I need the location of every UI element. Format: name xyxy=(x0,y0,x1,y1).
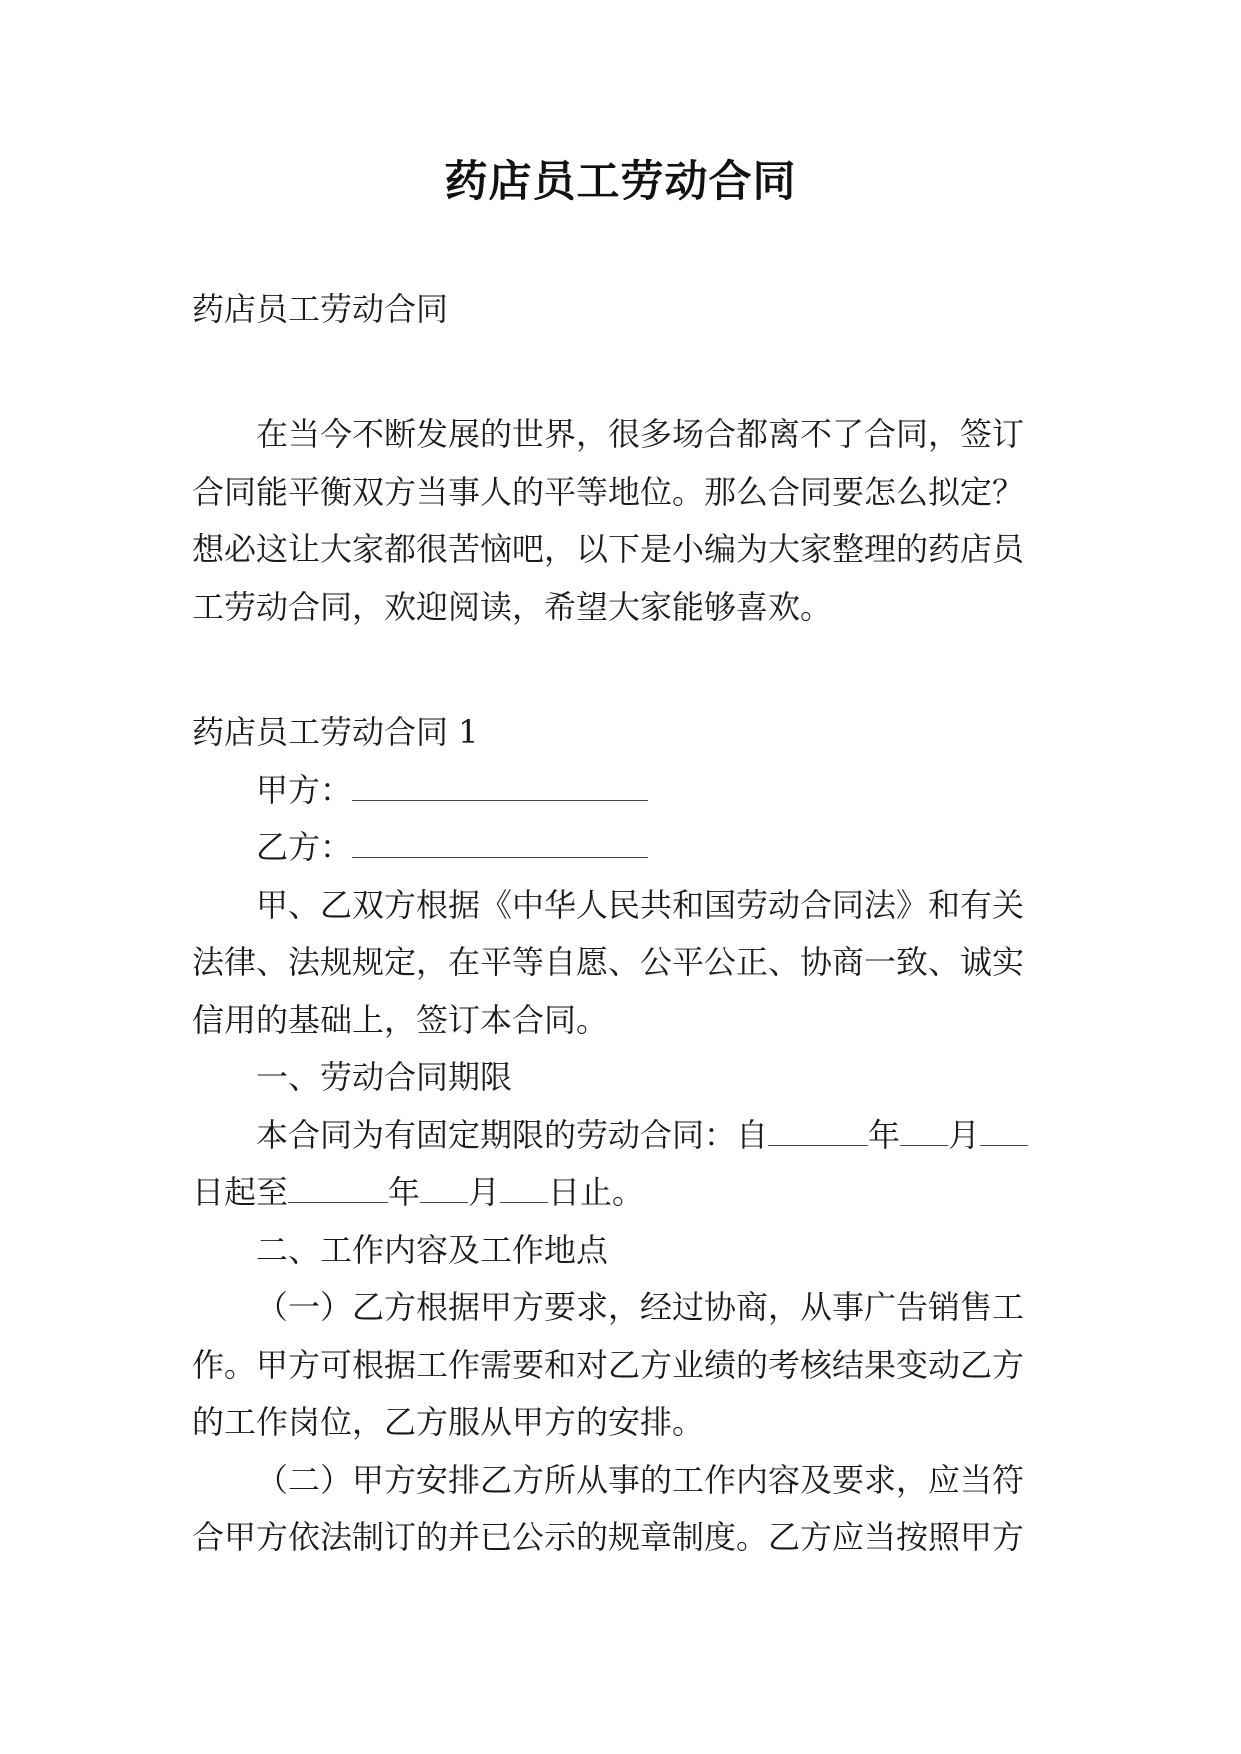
month-blank-1 xyxy=(900,1115,948,1146)
intro-line-1: 在当今不断发展的世界，很多场合都离不了合同，签订 xyxy=(256,415,1025,453)
clause1-heading: 一、劳动合同期限 xyxy=(256,1058,513,1096)
month-blank-2 xyxy=(420,1172,468,1203)
clause1-line-1 xyxy=(256,1113,1028,1157)
clause1-line2-text-d: 日止。 xyxy=(548,1173,645,1211)
clause1-line2-text-c: 月 xyxy=(468,1173,501,1211)
section-title: 药店员工劳动合同 1 xyxy=(192,713,479,751)
clause1-line2-text-a: 日起至 xyxy=(192,1173,289,1211)
clause1-line1-text-c: 月 xyxy=(948,1116,981,1154)
intro-line-4: 工劳动合同，欢迎阅读，希望大家能够喜欢。 xyxy=(192,588,833,626)
clause2-item1-line-1: （一）乙方根据甲方要求，经过协商，从事广告销售工 xyxy=(256,1288,1025,1326)
preamble-line-2: 法律、法规规定，在平等自愿、公平公正、协商一致、诚实 xyxy=(192,943,1025,981)
clause1-line2-text-b: 年 xyxy=(388,1173,421,1211)
party-a-label: 甲方： xyxy=(256,771,353,809)
year-blank-1 xyxy=(768,1115,868,1146)
intro-line-3: 想必这让大家都很苦恼吧，以下是小编为大家整理的药店员 xyxy=(192,530,1025,568)
party-b-blank xyxy=(352,827,648,858)
preamble-line-3: 信用的基础上，签订本合同。 xyxy=(192,1001,609,1039)
document-title: 药店员工劳动合同 xyxy=(444,157,797,207)
document-subtitle: 药店员工劳动合同 xyxy=(192,290,449,328)
clause2-item2-line-1: （二）甲方安排乙方所从事的工作内容及要求，应当符 xyxy=(256,1461,1025,1499)
day-blank-1 xyxy=(980,1115,1028,1146)
day-blank-2 xyxy=(500,1172,548,1203)
party-b-row xyxy=(256,825,648,869)
clause2-item1-line-2: 作。甲方可根据工作需要和对乙方业绩的考核结果变动乙方 xyxy=(192,1346,1025,1384)
clause2-heading: 二、工作内容及工作地点 xyxy=(256,1231,609,1269)
clause1-line1-text-b: 年 xyxy=(868,1116,901,1154)
clause2-item1-line-3: 的工作岗位，乙方服从甲方的安排。 xyxy=(192,1403,705,1441)
clause1-line-2 xyxy=(192,1170,644,1214)
clause1-line1-text-a: 本合同为有固定期限的劳动合同：自 xyxy=(256,1116,769,1154)
clause2-item2-line-2: 合甲方依法制订的并已公示的规章制度。乙方应当按照甲方 xyxy=(192,1518,1025,1556)
party-a-blank xyxy=(352,770,648,801)
intro-line-2: 合同能平衡双方当事人的平等地位。那么合同要怎么拟定？ xyxy=(192,473,1025,511)
party-a-row xyxy=(256,768,648,812)
party-b-label: 乙方： xyxy=(256,828,353,866)
year-blank-2 xyxy=(288,1172,388,1203)
preamble-line-1: 甲、乙双方根据《中华人民共和国劳动合同法》和有关 xyxy=(256,886,1025,924)
